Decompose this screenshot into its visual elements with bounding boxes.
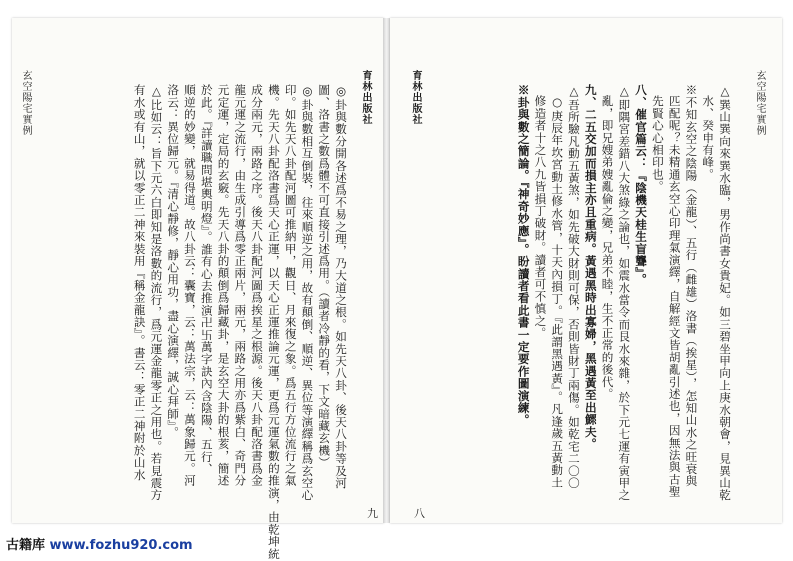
left-column: △比如云：旨下元六白即知是洛數的流行，爲元運金龍零正之用也。若見震方 [149, 84, 164, 502]
watermark-footer [6, 534, 193, 553]
left-column: ◎卦與數相互倒裝，往來順逆之用，故有顛倒、順逆、異位等演繹稱爲玄空心 [300, 84, 315, 502]
right-section-heading: 九、二五交加而損主亦且重病。黃遇黑時出寡婦，黑遇黃至出鰥夫。 [583, 84, 598, 450]
right-section-heading: ※卦與數之簡論。『神奇妙應』。盼讀者看此書一定要作圖演練。 [516, 84, 531, 427]
right-page [390, 18, 782, 523]
left-column: 於此。『詳讀職問堪輿明燈』。誰有心去推演卍卐萬字訣內含陰陽、五行、 [199, 84, 214, 475]
left-column: 元定運，定局的玄竅。先天八卦的顛倒爲歸藏卦，是玄空大卦的根荄，簡述 [216, 84, 231, 487]
left-publisher: 育林出版社 [360, 70, 371, 125]
watermark-site-name: 古籍库 [6, 538, 46, 553]
left-page-number: 九 [367, 507, 378, 520]
right-book-title: 玄空陽宅實例 [754, 70, 765, 136]
right-column: △巽山巽向來巽水臨，男作尚書女貴妃。如三碧坐甲向上庚水朝會，見異山乾 [718, 84, 732, 502]
right-column: △吾所驗凡動五黃煞，如先破大財則可保，否則皆財丁兩傷。如乾宅二〇〇 [566, 84, 581, 489]
right-column: 先賢心心相印也。 [650, 95, 665, 193]
left-column: ◎卦與數分開各述爲不易之理，乃大道之根。如先天八卦、後天八卦等及河 [334, 84, 348, 489]
left-column: 順逆的妙變，就易得道。故八卦云：囊寶，云：萬法宗，云：萬象歸元。河 [182, 84, 197, 487]
right-text-body [452, 84, 732, 504]
left-column: 印。如先天八卦配河圖可推納甲，觀日、月來復之象。爲五行方位流行之氣 [283, 84, 298, 487]
right-column: 匹配呢？未精通玄空心印理氣演繹，自解經文皆胡亂引述也，因無法與古聖 [667, 95, 682, 498]
left-column: 龍元運之流行，由生成引導爲零正兩片，兩元，兩路之用亦爲紫白、奇門分 [233, 84, 248, 487]
left-column: 圖、洛書之數爲體不可直接引述爲用。（讀者冷靜的看，下文暗藏玄機） [317, 84, 332, 469]
right-section-heading: 八、催官篇云：『陰機天桂生盲聾』。 [634, 84, 649, 286]
right-column: 修造者十之八九皆損丁破財。讀者可不慎之。 [533, 95, 548, 339]
left-column: 機。先天八卦配洛書爲天心正運，以天心正運推論元運，更爲元運氣數的推演，由乾坤統 [266, 84, 281, 560]
right-column: 水、癸申有峰。 [701, 95, 716, 181]
right-column: ○庚辰年坎宮動土修水管，十天內損丁。『此謂黑遇黃』。凡逢歲五黃動土 [550, 95, 565, 489]
left-column: 有水或有山，就以零正二神來裝用『稱金龍訣』。書云：零正二神附於山水 [132, 84, 147, 481]
right-column: ※不知玄空之陰陽（金龍）、五行（雌雄）洛書（挨星），怎知山水之旺衰與 [684, 84, 699, 488]
right-column: 亂，即兄嫂弟嫂亂倫之變，兄弟不睦，生不正常的後代。 [600, 95, 615, 400]
right-column: △即隅宮差錯八大煞綠之論也，如震水當令而艮水來雜，於下元七運有寅甲之 [617, 84, 632, 502]
left-column: 成分兩元，兩路之序。後天八卦配河圖爲挨星之根源。後天八卦配洛書爲金 [250, 84, 265, 487]
left-column: 洛云：異位歸元。『清心靜修，靜心用功，盡心演繹，誠心拜師』。 [166, 84, 181, 439]
watermark-url: www.fozhu920.com [49, 538, 193, 553]
right-page-number: 八 [414, 507, 425, 520]
left-book-title: 玄空陽宅實例 [20, 70, 31, 136]
right-publisher: 育林出版社 [410, 70, 421, 125]
